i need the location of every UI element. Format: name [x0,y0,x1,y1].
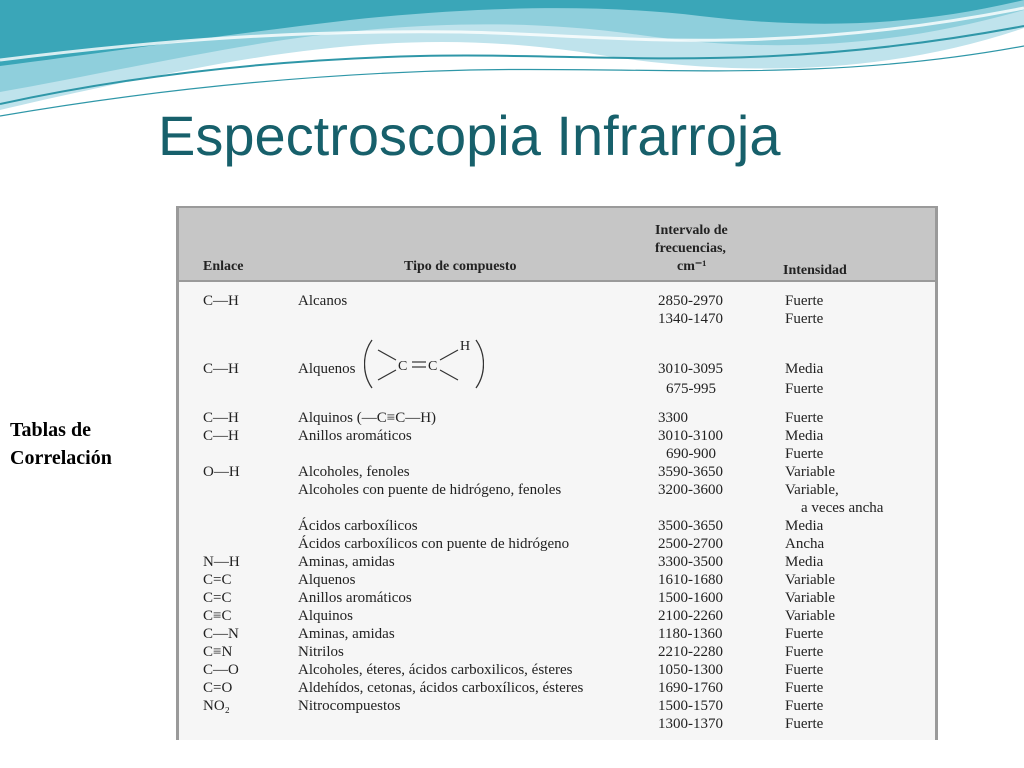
header-intervalo [655,222,785,276]
intensity-cell: Fuerte [785,381,824,397]
compound-type-cell: Alquenos [298,361,356,377]
enlace-cell: O—H [203,464,240,480]
compound-type-cell: Alcanos [298,293,348,309]
frequency-cell: 1610-1680 [658,572,723,588]
intensity-cell: Ancha [785,536,825,552]
compound-type-cell: Alquinos [298,608,354,624]
intensity-cell: Variable [785,590,835,606]
table-row [179,697,935,715]
table-row [179,607,935,625]
intensity-cell: Fuerte [785,311,824,327]
enlace-cell: C=C [203,572,232,588]
frequency-cell: 3590-3650 [658,464,723,480]
frequency-cell: 2210-2280 [658,644,723,660]
table-row [179,517,935,535]
frequency-cell: 1500-1570 [658,698,723,714]
intensity-cell: Fuerte [785,716,824,732]
intensity-cell: a veces ancha [801,500,884,516]
frequency-cell: 2850-2970 [658,293,723,309]
intensity-cell: Media [785,518,824,534]
alkene-c1: C [398,359,408,374]
alkene-h: H [460,339,471,354]
table-row [179,499,935,517]
header-intervalo-line-3: cm⁻¹ [677,259,707,274]
compound-type-cell: Alquenos [298,572,356,588]
table-row [179,553,935,571]
table-row [179,571,935,589]
compound-type-cell: Alquinos (—C≡C—H) [298,410,437,426]
frequency-cell: 1690-1760 [658,680,723,696]
table-row [179,409,935,427]
enlace-cell: C—O [203,662,239,678]
table-row [179,643,935,661]
table-row [179,292,935,310]
table-row [179,625,935,643]
intensity-cell: Fuerte [785,644,824,660]
enlace-cell: C≡N [203,644,233,660]
intensity-cell: Fuerte [785,293,824,309]
table-row [179,310,935,328]
enlace-cell: C—H [203,410,239,426]
intensity-cell: Media [785,428,824,444]
side-label-line-1: Tablas de [10,419,91,441]
frequency-cell: 3010-3095 [658,361,723,377]
slide-title: Espectroscopia Infrarroja [158,104,781,167]
table-row [179,535,935,553]
table-row [179,360,935,378]
compound-type-cell: Aminas, amidas [298,554,395,570]
compound-type-cell: Anillos aromáticos [298,428,412,444]
compound-type-cell: Nitrocompuestos [298,698,401,714]
enlace-cell: C=C [203,590,232,606]
compound-type-cell: Alcoholes con puente de hidrógeno, fenoles [298,482,562,498]
table-row [179,380,935,398]
intensity-cell: Media [785,554,824,570]
table-row [179,427,935,445]
side-label [10,416,170,472]
compound-type-cell: Alcoholes, éteres, ácidos carboxilicos, ésteres [298,662,573,678]
alkene-c2: C [428,359,438,374]
frequency-cell: 3200-3600 [658,482,723,498]
enlace-cell: C≡C [203,608,232,624]
compound-type-cell: Anillos aromáticos [298,590,412,606]
enlace-cell: NO₂ [203,698,230,714]
intensity-cell: Fuerte [785,662,824,678]
side-label-line-2: Correlación [10,447,112,469]
frequency-cell: 3500-3650 [658,518,723,534]
header-tipo-compuesto: Tipo de compuesto [404,259,517,274]
intensity-cell: Fuerte [785,410,824,426]
frequency-cell: 2100-2260 [658,608,723,624]
intensity-cell: Media [785,361,824,377]
table-row [179,679,935,697]
table-header [179,206,935,282]
table-row [179,463,935,481]
intensity-cell: Fuerte [785,680,824,696]
frequency-cell: 2500-2700 [658,536,723,552]
intensity-cell: Fuerte [785,446,824,462]
enlace-cell: C—H [203,361,239,377]
intensity-cell: Fuerte [785,626,824,642]
frequency-cell: 1500-1600 [658,590,723,606]
compound-type-cell: Alcoholes, fenoles [298,464,410,480]
header-enlace: Enlace [203,259,244,274]
enlace-cell: C—H [203,293,239,309]
frequency-cell: 1050-1300 [658,662,723,678]
enlace-cell: C=O [203,680,233,696]
frequency-cell: 1180-1360 [658,626,723,642]
frequency-cell: 1340-1470 [658,311,723,327]
header-intensidad: Intensidad [783,263,847,278]
intensity-cell: Variable, [785,482,839,498]
header-intervalo-line-2: frecuencias, [655,241,726,256]
compound-type-cell: Aldehídos, cetonas, ácidos carboxílicos, ésteres [298,680,584,696]
enlace-cell: C—H [203,428,239,444]
intensity-cell: Variable [785,572,835,588]
compound-type-cell: Nitrilos [298,644,344,660]
header-intervalo-line-1: Intervalo de [655,223,728,238]
table-row [179,445,935,463]
intensity-cell: Variable [785,464,835,480]
table-row [179,589,935,607]
table-row [179,661,935,679]
frequency-cell: 3300-3500 [658,554,723,570]
table-row [179,481,935,499]
frequency-cell: 690-900 [666,446,716,462]
frequency-cell: 1300-1370 [658,716,723,732]
intensity-cell: Variable [785,608,835,624]
compound-type-cell: Ácidos carboxílicos [298,518,418,534]
frequency-cell: 675-995 [666,381,716,397]
enlace-cell: N—H [203,554,240,570]
intensity-cell: Fuerte [785,698,824,714]
compound-type-cell: Ácidos carboxílicos con puente de hidrógeno [298,536,570,552]
frequency-cell: 3300 [658,410,688,426]
frequency-cell: 3010-3100 [658,428,723,444]
table-row [179,715,935,733]
enlace-cell: C—N [203,626,239,642]
compound-type-cell: Aminas, amidas [298,626,395,642]
correlation-table-image [176,206,938,740]
